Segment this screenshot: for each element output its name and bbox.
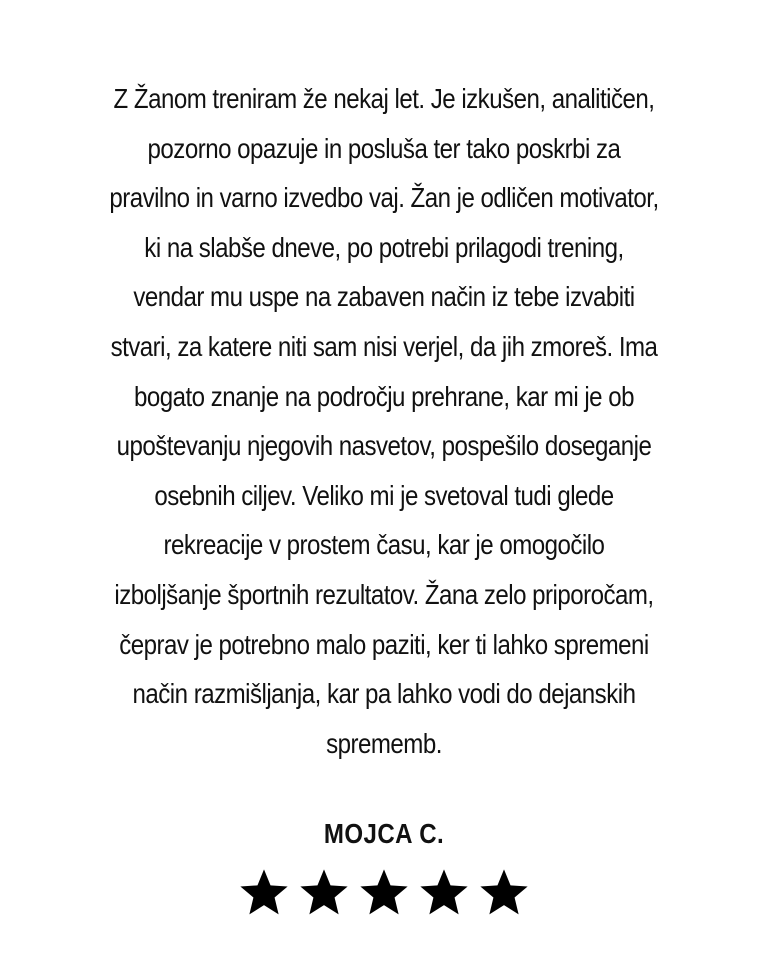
testimonial-line: bogato znanje na področju prehrane, kar mi je ob [133, 380, 634, 412]
testimonial-line: upoštevanju njegovih nasvetov, pospešilo doseganje [116, 430, 652, 462]
testimonial-line: ki na slabše dneve, po potrebi prilagodi trening, [144, 231, 624, 263]
star-icon [417, 866, 471, 920]
star-icon [477, 866, 531, 920]
testimonial-line: čeprav je potrebno malo paziti, ker ti lahko spremeni [119, 628, 649, 660]
testimonial-line: način razmišljanja, kar pa lahko vodi do dejanskih [132, 678, 636, 710]
testimonial-author: MOJCA C. [323, 818, 445, 849]
star-icon [237, 866, 291, 920]
testimonial-line: Z Žanom treniram že nekaj let. Je izkušen, analitičen, [113, 83, 655, 114]
star-icon [357, 866, 411, 920]
star-rating [0, 866, 768, 920]
testimonial-line: pravilno in varno izvedbo vaj. Žan je odličen motivator, [109, 182, 659, 214]
testimonial-line: stvari, za katere niti sam nisi verjel, da jih zmoreš. Ima [110, 330, 658, 362]
star-icon [297, 866, 351, 920]
testimonial-text [88, 74, 680, 768]
testimonial-line: pozorno opazuje in posluša ter tako poskrbi za [147, 132, 621, 164]
testimonial-line: osebnih ciljev. Veliko mi je svetoval tudi glede [154, 479, 614, 511]
testimonial-line: rekreacije v prostem času, kar je omogočilo [163, 529, 605, 561]
testimonial-line: sprememb. [326, 727, 442, 759]
testimonial-line: izboljšanje športnih rezultatov. Žana zelo priporočam, [114, 578, 654, 610]
testimonial-line: vendar mu uspe na zabaven način iz tebe izvabiti [133, 281, 635, 313]
